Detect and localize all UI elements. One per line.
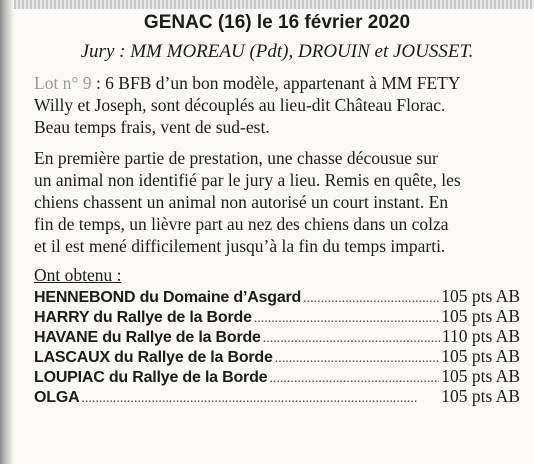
dog-score: 105 pts AB — [441, 286, 520, 306]
lot-line-1 — [34, 72, 520, 94]
dog-score: 105 pts AB — [441, 306, 520, 326]
result-row — [34, 326, 520, 346]
dog-score: 105 pts AB — [441, 366, 520, 386]
lot-number: Lot n° 9 — [34, 73, 92, 93]
result-row — [34, 306, 520, 326]
dog-name: HARRY du Rallye de la Borde — [34, 309, 252, 326]
dot-leader — [303, 291, 439, 307]
dot-leader — [254, 311, 439, 327]
lot-text: : 6 BFB d’un bon modèle, appartenant à MM FETY — [91, 73, 461, 93]
dog-score: 110 pts AB — [441, 326, 520, 346]
report-line-2: un animal non identifié par le jury a lieu. Remis en quête, les — [34, 170, 461, 190]
event-title: GENAC (16) le 16 février 2020 — [143, 12, 411, 33]
result-row — [34, 286, 520, 306]
result-row — [34, 386, 520, 406]
dog-name: HENNEBOND du Domaine d’Asgard — [34, 289, 302, 306]
jury-line: Jury : MM MOREAU (Pdt), DROUIN et JOUSSET. — [80, 41, 474, 62]
report-line-4: fin de temps, un lièvre part au nez des chiens dans un colza — [34, 214, 449, 234]
dog-name: OLGA — [34, 389, 80, 406]
report-line-3: chiens chassent un animal non autorisé un court instant. En — [34, 192, 449, 212]
report-line-1: En première partie de prestation, une chasse décousue sur — [34, 148, 438, 168]
lot-paragraph — [34, 72, 520, 138]
dot-leader — [275, 351, 440, 367]
dog-name: LOUPIAC du Rallye de la Borde — [34, 369, 268, 386]
result-row — [34, 346, 520, 366]
dog-name: LASCAUX du Rallye de la Borde — [34, 349, 273, 366]
dog-name: HAVANE du Rallye de la Borde — [34, 329, 261, 346]
dot-leader — [81, 391, 439, 407]
report-paragraph — [34, 147, 520, 257]
article — [34, 12, 520, 406]
results-list — [34, 286, 520, 406]
result-row — [34, 366, 520, 386]
dot-leader — [269, 371, 439, 387]
lot-line-2: Willy et Joseph, sont découplés au lieu-dit Château Florac. — [34, 95, 446, 115]
page-edge-shadow — [0, 0, 14, 464]
dog-score: 105 pts AB — [441, 386, 520, 406]
dot-leader — [263, 331, 440, 347]
top-border-band — [14, 0, 534, 9]
report-line-5: et il est mené difficilement jusqu’à la fin du temps imparti. — [34, 236, 446, 256]
results-heading: Ont obtenu : — [34, 265, 122, 285]
dog-score: 105 pts AB — [441, 346, 520, 366]
lot-line-3: Beau temps frais, vent de sud-est. — [34, 117, 270, 137]
